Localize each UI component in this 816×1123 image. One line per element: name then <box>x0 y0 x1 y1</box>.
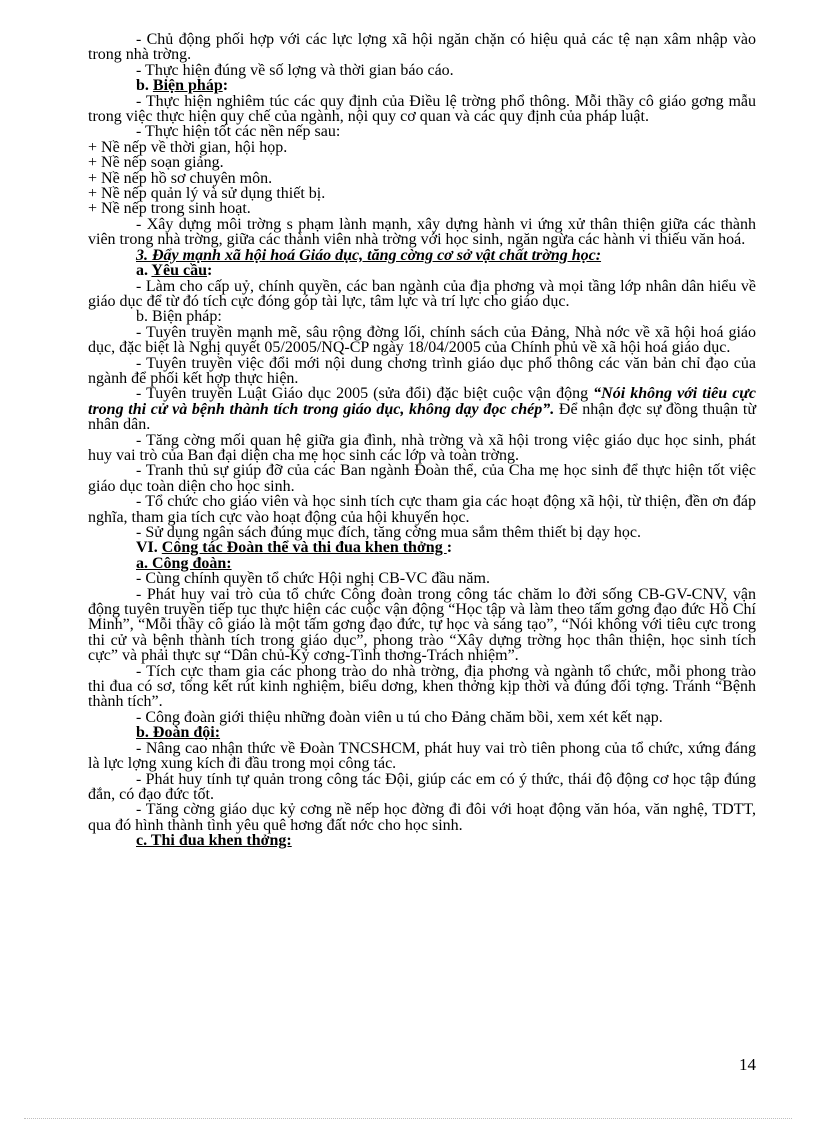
paragraph: - Thực hiện tốt các nền nếp sau: <box>136 123 341 141</box>
paragraph: b. Biện pháp: <box>136 308 222 326</box>
paragraph: - Phát huy vai trò của tổ chức Công đoàn trong công tác chăm lo đời sống CB-GV-CNV, vận động tuyên truyền tiếp tục thực hiện các cuộc vận động “Học tập và làm theo tấm gơng đạo đức Hồ Chí Minh”, “Mỗi thầy cô giáo là một tấm gơng đạo đức, tự học và sáng tạo”, “Nói không với tiêu cực trong thi cử và bệnh thành tích trong giáo dục”, phong trào “Xây dựng trờng học thân thiện, học sinh tích cực” và phải thực sự “Dân chủ-Kỷ cơng-Tình thơng-Trách nhiệm”. <box>88 585 756 665</box>
heading-suffix: : <box>206 262 213 280</box>
heading-title: Công tác Đoàn thể và thi đua khen thởng <box>161 539 447 557</box>
list-item: + Nề nếp trong sinh hoạt. <box>88 200 251 218</box>
heading-title: Biện pháp <box>152 77 223 95</box>
heading-suffix: : <box>222 77 229 95</box>
document-page <box>88 32 756 849</box>
heading-suffix: : <box>446 539 453 557</box>
paragraph: - Tuyên truyền việc đổi mới nội dung chơng trình giáo dục phổ thông các văn bản chỉ đạo của ngành để phối kết hợp thực hiện. <box>88 354 756 387</box>
paragraph: - Làm cho cấp uỷ, chính quyền, các ban ngành của địa phơng và mọi tầng lớp nhân dân hiểu về giáo dục để từ đó tích cực đóng góp tài lực, tâm lực và trí lực cho giáo dục. <box>88 277 756 310</box>
paragraph-text: Để nhận đợc sự đồng thuận từ nhân dân. <box>88 400 756 434</box>
paragraph: - Tăng cờng giáo dục kỷ cơng nề nếp học đờng đi đôi với hoạt động văn hóa, văn nghệ, TDTT, qua đó hình thành tình yêu quê hơng đất nớc cho học sinh. <box>88 801 756 834</box>
section-heading <box>88 263 756 278</box>
paragraph: - Tuyên truyền mạnh mẽ, sâu rộng đờng lối, chính sách của Đảng, Nhà nớc về xã hội hoá giáo dục, đặc biệt là Nghị quyết 05/2005/NQ-CP ngày 18/04/2005 của Chính phủ về xã hội hoá giáo dục. <box>88 323 756 357</box>
paragraph: - Tăng cờng mối quan hệ giữa gia đình, nhà trờng và xã hội trong việc giáo dục học sinh, phát huy vai trò của Ban đại diện cha mẹ học sinh các lớp và toàn trờng. <box>88 431 756 464</box>
section-heading: a. Công đoàn: <box>136 554 232 572</box>
paragraph: - Thực hiện đúng về số lợng và thời gian báo cáo. <box>136 61 454 79</box>
heading-prefix: a. <box>136 262 152 280</box>
section-heading <box>88 540 756 555</box>
heading-prefix: b. <box>136 77 153 95</box>
paragraph: - Tranh thủ sự giúp đỡ của các Ban ngành Đoàn thể, của Cha mẹ học sinh để thực hiện tốt việc giáo dục toàn diện cho học sinh. <box>88 462 756 495</box>
section-heading: b. Đoàn đội: <box>136 724 221 742</box>
section-heading: c. Thi đua khen thởng: <box>136 832 292 850</box>
paragraph: - Sử dụng ngân sách đúng mục đích, tăng cờng mua sắm thêm thiết bị dạy học. <box>136 524 642 541</box>
list-item: + Nề nếp soạn giảng. <box>88 154 224 172</box>
list-item: + Nề nếp quản lý và sử dụng thiết bị. <box>88 185 326 203</box>
paragraph-text: - Tuyên truyền Luật Giáo dục 2005 (sửa đổi) đặc biệt cuộc vận động <box>136 385 594 403</box>
section-heading <box>88 78 756 93</box>
page-edge-divider <box>24 1118 792 1119</box>
paragraph: - Nâng cao nhận thức về Đoàn TNCSHCM, phát huy vai trò tiên phong của tổ chức, xứng đáng là lực lợng xung kích đi đầu trong mọi công tác. <box>88 739 756 773</box>
paragraph: - Tổ chức cho giáo viên và học sinh tích cực tham gia các hoạt động xã hội, từ thiện, đền ơn đáp nghĩa, tham gia tích cực vào hoạt động của hội khuyến học. <box>88 493 756 526</box>
paragraph: - Phát huy tính tự quản trong công tác Đội, giúp các em có ý thức, thái độ động cơ học tập đúng đắn, có đạo đức tốt. <box>88 770 756 803</box>
paragraph: - Xây dựng môi trờng s phạm lành mạnh, xây dựng hành vi ứng xử thân thiện giữa các thành viên trong nhà trờng, giữa các thành viên nhà trờng với học sinh, ngăn ngừa các hành vi thiếu văn hoá. <box>88 215 756 249</box>
campaign-quote: “Nói không với tiêu cực trong thi cử và bệnh thành tích trong giáo dục, không dạy đọc chép”. <box>88 385 756 418</box>
paragraph: - Chủ động phối hợp với các lực lợng xã hội ngăn chặn có hiệu quả các tệ nạn xâm nhập vào trong nhà trờng. <box>88 31 756 64</box>
heading-prefix: VI. <box>136 539 162 557</box>
paragraph: - Tích cực tham gia các phong trào do nhà trờng, địa phơng và ngành tổ chức, mỗi phong trào thi đua có sơ, tổng kết rút kinh nghiệm, biểu dơng, khen thởng kịp thời và đúng đối tợng. Tránh “Bệnh thành tích”. <box>88 662 756 711</box>
paragraph: - Công đoàn giới thiệu những đoàn viên u tú cho Đảng chăm bồi, xem xét kết nạp. <box>136 708 663 726</box>
paragraph: - Cùng chính quyền tổ chức Hội nghị CB-VC đầu năm. <box>136 570 490 588</box>
heading-title: Yêu cầu <box>151 262 207 280</box>
paragraph: - Thực hiện nghiêm túc các quy định của Điều lệ trờng phổ thông. Mỗi thầy cô giáo gơng mẫu trong việc thực hiện quy chế của ngành, nội quy cơ quan và các quy định của pháp luật. <box>88 92 756 126</box>
list-item: + Nề nếp về thời gian, hội họp. <box>88 138 288 156</box>
page-number: 14 <box>739 1055 756 1074</box>
list-item: + Nề nếp hồ sơ chuyên môn. <box>88 169 273 187</box>
paragraph <box>88 386 756 432</box>
section-heading: 3. Đẩy mạnh xã hội hoá Giáo dục, tăng cờng cơ sở vật chất trờng học: <box>136 246 602 264</box>
